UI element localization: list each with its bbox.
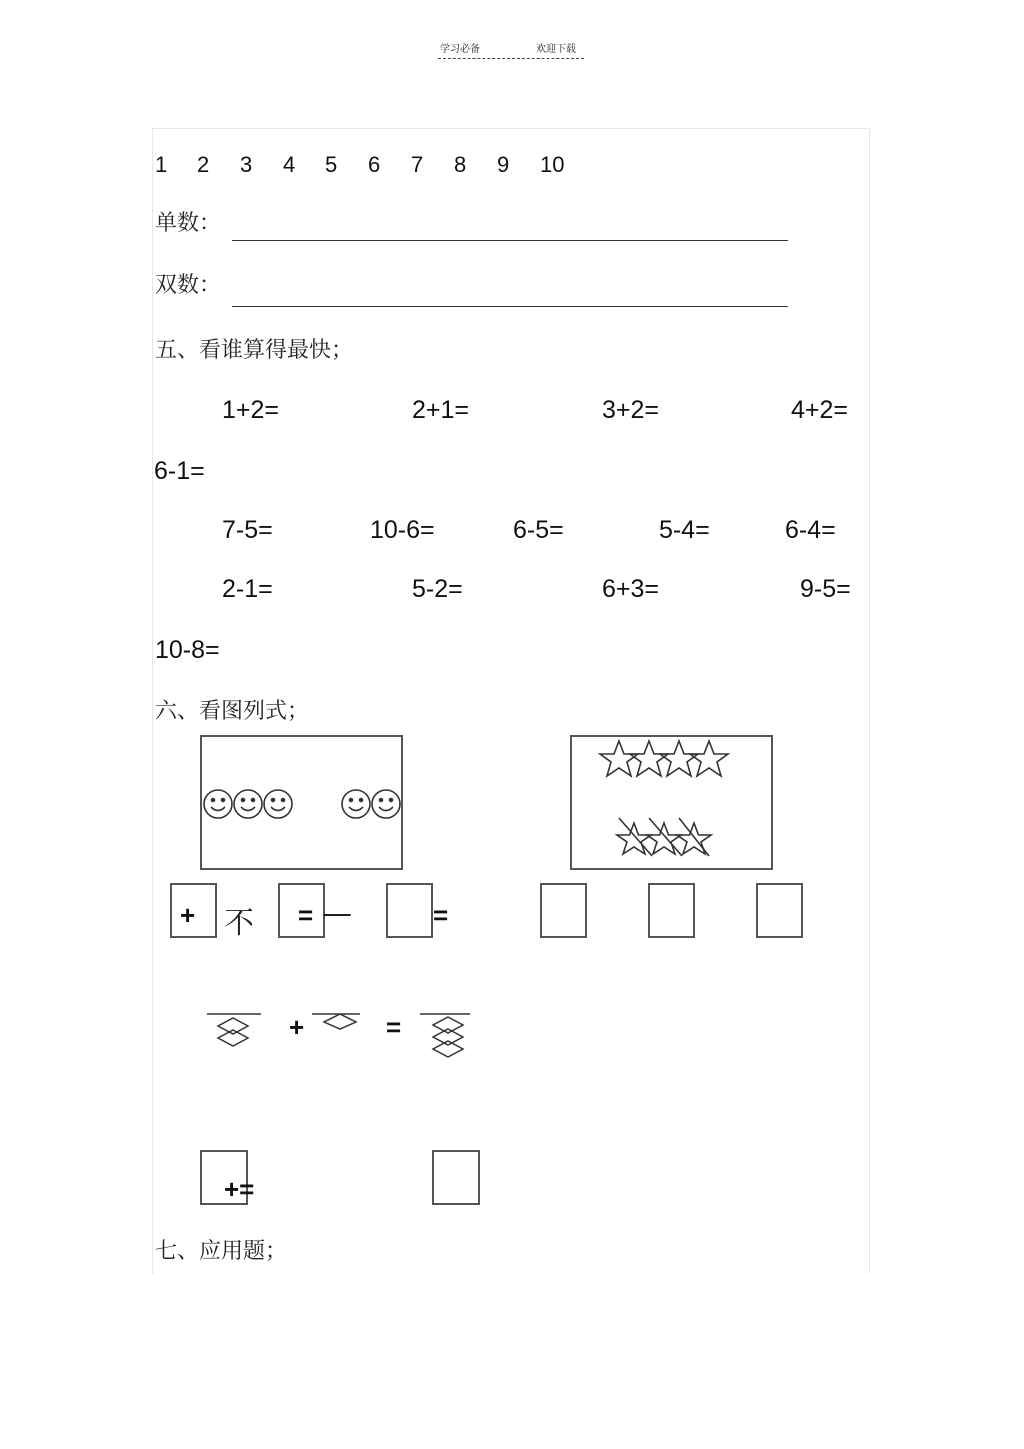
header-divider [438, 58, 584, 59]
star-icon [572, 737, 771, 868]
smiley-face-icon [202, 737, 401, 868]
diamond-stack-icon [205, 1008, 267, 1050]
number-9: 9 [497, 152, 510, 177]
operators-text: += [224, 1174, 255, 1204]
problem: 6-5= [513, 516, 564, 544]
problem: 2-1= [222, 575, 273, 603]
problem: 6-1= [154, 457, 205, 485]
problem: 10-8= [155, 636, 220, 664]
answer-box[interactable] [648, 883, 695, 938]
even-label: 双数： [155, 273, 222, 298]
stars-picture [570, 735, 773, 870]
faces-picture [200, 735, 403, 870]
problem: 10-6= [370, 516, 435, 544]
equals-sign: = [386, 1012, 402, 1042]
problem: 4+2= [791, 396, 849, 424]
char-text: 不 [224, 906, 254, 941]
header-left-text: 学习必备 [440, 44, 480, 55]
problem: 2+1= [412, 396, 470, 424]
number-8: 8 [454, 152, 467, 177]
odd-answer-line[interactable] [232, 240, 788, 241]
answer-box[interactable] [756, 883, 803, 938]
section5-title: 五、看谁算得最快； [155, 338, 354, 363]
answer-box[interactable] [386, 883, 433, 938]
problem: 6+3= [602, 575, 660, 603]
number-10: 10 [540, 152, 565, 177]
number-7: 7 [411, 152, 424, 177]
number-4: 4 [283, 152, 296, 177]
number-5: 5 [325, 152, 338, 177]
section6-title: 六、看图列式； [155, 699, 310, 724]
problem: 9-5= [800, 575, 851, 603]
dash-text: — [322, 896, 352, 931]
problem: 6-4= [785, 516, 836, 544]
odd-label: 单数： [155, 211, 222, 236]
problem: 3+2= [602, 396, 660, 424]
problem: 1+2= [222, 396, 280, 424]
even-answer-line[interactable] [232, 306, 788, 307]
problem: 5-4= [659, 516, 710, 544]
section7-title: 七、应用题； [155, 1239, 288, 1264]
equals-sign: = [433, 900, 449, 930]
answer-box[interactable] [432, 1150, 480, 1205]
number-2: 2 [197, 152, 210, 177]
number-3: 3 [240, 152, 253, 177]
number-1: 1 [155, 152, 168, 177]
plus-sign: + [180, 900, 196, 930]
equals-sign: = [298, 900, 314, 930]
diamond-stack-icon [418, 1008, 474, 1062]
header-right-text: 欢迎下载 [536, 44, 576, 55]
problem: 5-2= [412, 575, 463, 603]
plus-sign: + [289, 1012, 305, 1042]
answer-box[interactable] [540, 883, 587, 938]
diamond-icon [310, 1008, 366, 1036]
problem: 7-5= [222, 516, 273, 544]
number-6: 6 [368, 152, 381, 177]
